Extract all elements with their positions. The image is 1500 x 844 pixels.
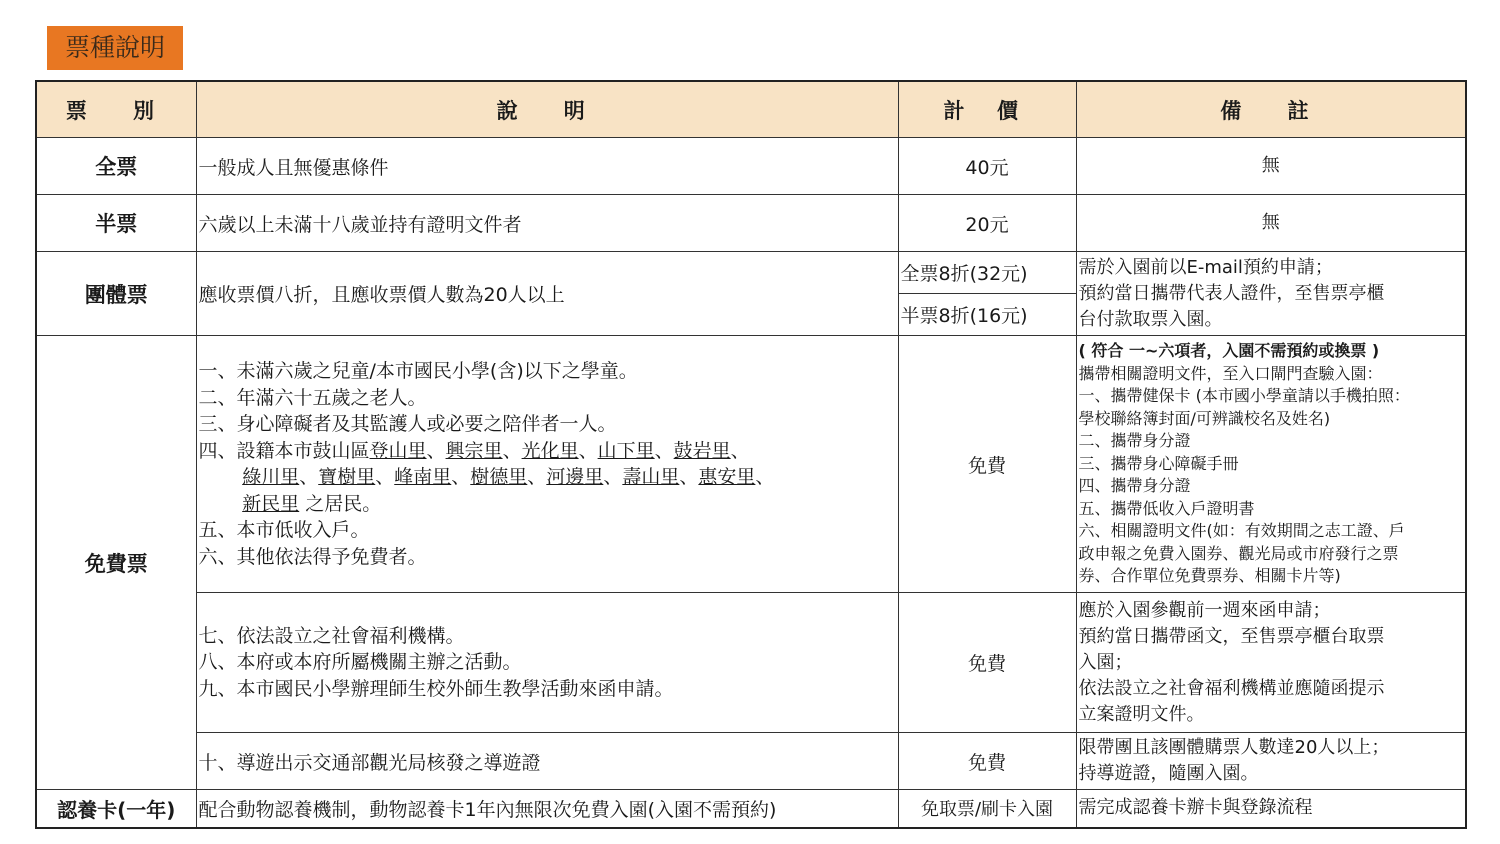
note-line: 依法設立之社會福利機構並應隨函提示: [1078, 677, 1385, 699]
col-header-desc: 說 明: [196, 81, 898, 138]
note-line: 一、攜帶健保卡 (本市國小學童請以手機拍照：: [1078, 386, 1410, 406]
table-header-row: [36, 81, 1466, 138]
type-cell: 認養卡(一年): [36, 790, 196, 828]
village-link: 河邊里: [546, 466, 604, 488]
type-cell: 團體票: [36, 252, 196, 336]
note-line: 預約當日攜帶代表人證件，至售票亭櫃: [1078, 282, 1385, 304]
note-line: 立案證明文件。: [1078, 703, 1205, 725]
note-heading: ( 符合 一~六項者，入園不需預約或換票 ): [1078, 341, 1380, 361]
note-cell: 需完成認養卡辦卡與登錄流程: [1076, 790, 1466, 828]
type-cell: 全票: [36, 138, 196, 195]
note-cell: 無: [1076, 138, 1466, 195]
desc-cell: 六歲以上未滿十八歲並持有證明文件者: [196, 195, 898, 252]
village-link: 登山里: [369, 439, 427, 462]
desc-line-villages: 綠川里、寶樹里、峰南里、樹德里、河邊里、壽山里、惠安里、: [242, 466, 775, 488]
village-link: 興宗里: [445, 439, 503, 462]
note-line: 台付款取票入園。: [1078, 308, 1223, 330]
table-row-free-3: [36, 733, 1466, 790]
desc-cell: [196, 336, 898, 593]
village-link: 壽山里: [622, 466, 680, 488]
desc-cell: 十、導遊出示交通部觀光局核發之導遊證: [196, 733, 898, 790]
note-line: 三、攜帶身心障礙手冊: [1078, 453, 1239, 473]
note-line: 預約當日攜帶函文，至售票亭櫃台取票: [1078, 625, 1385, 647]
type-cell: 免費票: [36, 336, 196, 790]
price-cell: 20元: [898, 195, 1076, 252]
table-row-free-2: [36, 593, 1466, 733]
note-line: 政申報之免費入園券、觀光局或市府發行之票: [1078, 543, 1399, 563]
desc-line: 八、本府或本府所屬機關主辦之活動。: [198, 651, 522, 674]
note-line: 限帶團且該團體購票人數達20人以上；: [1078, 737, 1390, 758]
note-line: 五、攜帶低收入戶證明書: [1078, 498, 1255, 518]
table-row-half: [36, 195, 1466, 252]
village-link: 綠川里: [242, 466, 300, 488]
note-line: 六、相關證明文件(如：有效期間之志工證、戶: [1078, 521, 1405, 541]
table-row-full: [36, 138, 1466, 195]
desc-line: 五、本市低收入戶。: [198, 519, 370, 541]
desc-cell: 配合動物認養機制，動物認養卡1年內無限次免費入園(入園不需預約): [196, 790, 898, 828]
village-link: 光化里: [521, 439, 579, 462]
price-cell: 免取票/刷卡入園: [898, 790, 1076, 828]
village-link: 峰南里: [394, 466, 452, 488]
village-link: 惠安里: [698, 466, 756, 488]
price-cell-half: 半票8折(16元): [898, 294, 1076, 336]
col-header-type: 票 別: [36, 81, 196, 138]
desc-line: 三、身心障礙者及其監護人或必要之陪伴者一人。: [198, 413, 617, 435]
desc-cell: 一般成人且無優惠條件: [196, 138, 898, 195]
note-line: 應於入園參觀前一週來函申請；: [1078, 599, 1331, 621]
note-line: 攜帶相關證明文件，至入口閘門查驗入園：: [1078, 363, 1383, 383]
note-line: 需於入園前以E-mail預約申請；: [1078, 256, 1333, 278]
desc-cell: [196, 593, 898, 733]
desc-line: 一、未滿六歲之兒童/本市國民小學(含)以下之學童。: [198, 360, 638, 382]
note-line: 二、攜帶身分證: [1078, 431, 1191, 451]
village-link: 寶樹里: [318, 466, 376, 488]
col-header-price: 計 價: [898, 81, 1076, 138]
desc-line: 六、其他依法得予免費者。: [198, 545, 427, 568]
ticket-types-table: [35, 80, 1467, 829]
table-row-group: [36, 252, 1466, 294]
price-cell: 免費: [898, 733, 1076, 790]
price-cell: 40元: [898, 138, 1076, 195]
note-line: 入園；: [1078, 651, 1133, 673]
note-cell: [1076, 252, 1466, 336]
desc-line: 二、年滿六十五歲之老人。: [198, 386, 427, 409]
note-cell: [1076, 593, 1466, 733]
village-link: 鼓岩里: [673, 439, 731, 462]
table-row-adopt: [36, 790, 1466, 828]
note-cell: [1076, 336, 1466, 593]
type-cell: 半票: [36, 195, 196, 252]
village-link: 樹德里: [470, 466, 528, 488]
desc-line: 七、依法設立之社會福利機構。: [198, 624, 465, 647]
village-link: 新民里: [242, 492, 300, 515]
note-cell: [1076, 733, 1466, 790]
note-line: 學校聯絡簿封面/可辨識校名及姓名): [1078, 408, 1331, 428]
table-row-free-1: [36, 336, 1466, 593]
price-cell: 免費: [898, 336, 1076, 593]
price-cell-full: 全票8折(32元): [898, 252, 1076, 294]
col-header-note: 備 註: [1076, 81, 1466, 138]
desc-line-villages: 四、設籍本市鼓山區登山里、興宗里、光化里、山下里、鼓岩里、: [198, 439, 750, 462]
price-cell: 免費: [898, 593, 1076, 733]
section-title: 票種說明: [47, 26, 183, 70]
desc-cell: 應收票價八折，且應收票價人數為20人以上: [196, 252, 898, 336]
note-line: 券、合作單位免費票券、相關卡片等): [1078, 566, 1341, 586]
note-cell: 無: [1076, 195, 1466, 252]
note-line: 持導遊證，隨團入園。: [1078, 763, 1259, 784]
desc-line-villages: 新民里 之居民。: [242, 492, 382, 515]
note-line: 四、攜帶身分證: [1078, 476, 1191, 496]
village-link: 山下里: [597, 439, 655, 462]
desc-line: 九、本市國民小學辦理師生校外師生教學活動來函申請。: [198, 677, 674, 700]
